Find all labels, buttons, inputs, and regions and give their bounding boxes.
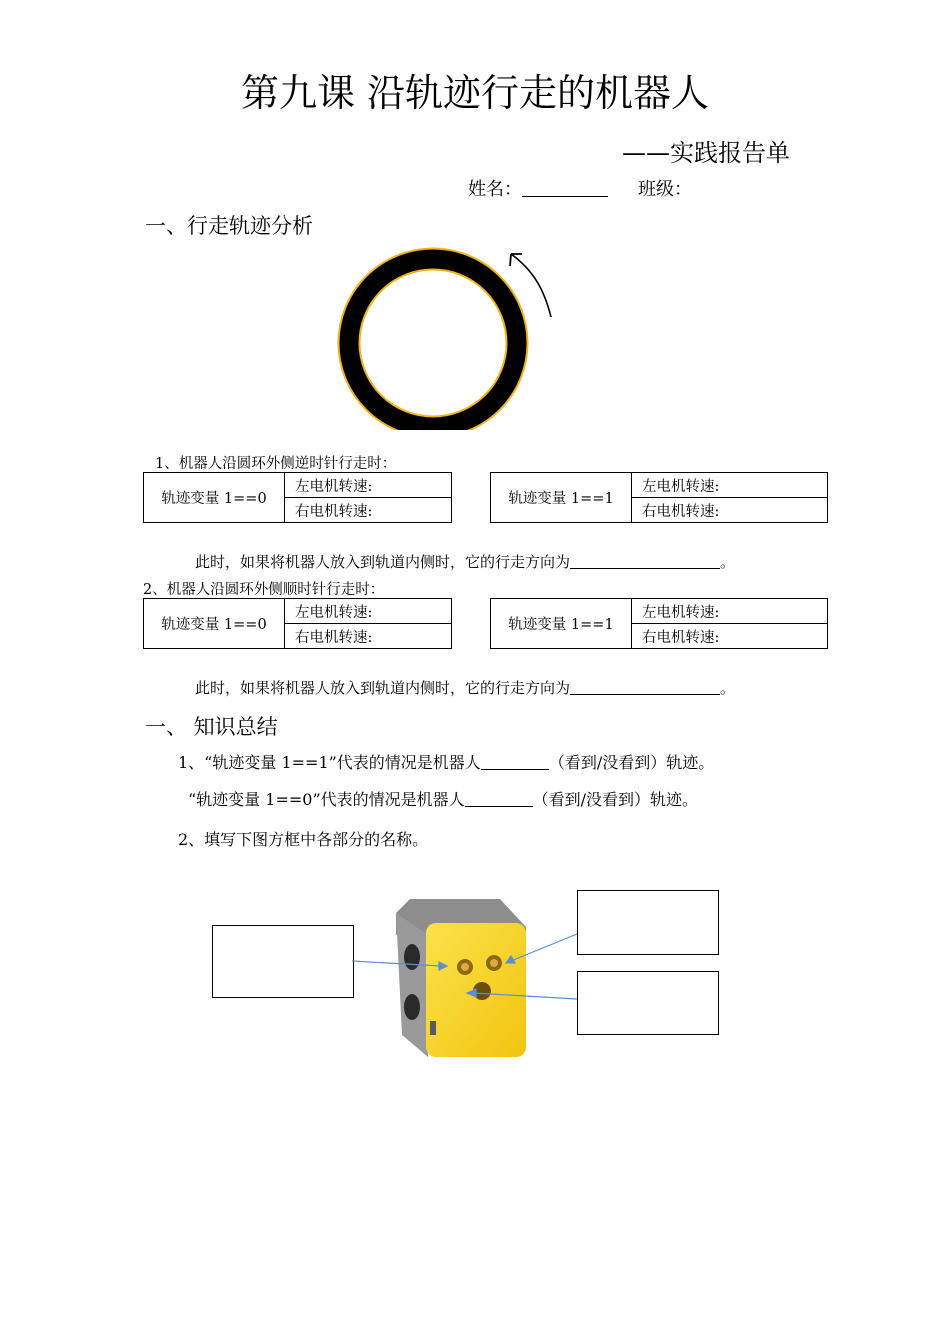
section-1-heading: 一、行走轨迹分析 (145, 214, 313, 238)
q1-var0-right-speed[interactable]: 右电机转速: (285, 498, 452, 523)
q1-var1-right-speed[interactable]: 右电机转速: (632, 498, 828, 523)
item-1b-text: “轨迹变量 1==0”代表的情况是机器人 (188, 790, 465, 809)
q1-var1-left-speed[interactable]: 左电机转速: (632, 473, 828, 498)
q2-var1-label: 轨迹变量 1==1 (491, 599, 632, 649)
knowledge-item-2: 2、填写下图方框中各部分的名称。 (178, 830, 429, 849)
q2-sentence-text: 此时，如果将机器人放入到轨道内侧时，它的行走方向为 (195, 679, 571, 697)
page-subtitle: ——实践报告单 (622, 139, 790, 167)
class-label: 班级： (638, 179, 692, 200)
question-2-label: 2、机器人沿圆环外侧顺时针行走时： (143, 582, 385, 598)
q1-var0-label: 轨迹变量 1==0 (144, 473, 285, 523)
q2-var0-left-speed[interactable]: 左电机转速: (285, 599, 452, 624)
question-1-label: 1、机器人沿圆环外侧逆时针行走时： (155, 456, 397, 472)
q2-var1-right-speed[interactable]: 右电机转速: (632, 624, 828, 649)
name-label: 姓名： (468, 179, 522, 200)
q1-sentence-text: 此时，如果将机器人放入到轨道内侧时，它的行走方向为 (195, 553, 571, 571)
q1-var1-label: 轨迹变量 1==1 (491, 473, 632, 523)
item-1b-end: （看到/没看到）轨迹。 (532, 790, 699, 809)
item-1a-text: 1、“轨迹变量 1==1”代表的情况是机器人 (178, 753, 481, 772)
arrow-topright-box-to-led (511, 934, 577, 961)
arrow-bottomright-box-to-hole (473, 993, 577, 999)
q2-var0-right-speed[interactable]: 右电机转速: (285, 624, 452, 649)
q2-sentence-end: 。 (720, 679, 736, 697)
page-title: 第九课 沿轨迹行走的机器人 (240, 71, 710, 115)
q1-sentence-end: 。 (720, 553, 736, 571)
q2-var0-label: 轨迹变量 1==0 (144, 599, 285, 649)
item-1a-end: （看到/没看到）轨迹。 (548, 753, 715, 772)
q2-var1-left-speed[interactable]: 左电机转速: (632, 599, 828, 624)
q1-var0-left-speed[interactable]: 左电机转速: (285, 473, 452, 498)
arrow-left-box-to-led (352, 961, 441, 966)
section-2-heading: 一、 知识总结 (145, 715, 278, 739)
